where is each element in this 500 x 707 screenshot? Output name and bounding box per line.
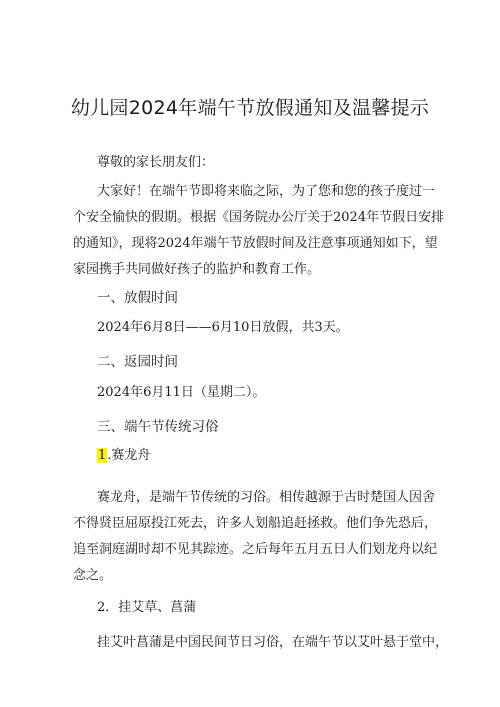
section-heading-customs: 三、端午节传统习俗	[97, 419, 219, 435]
paragraph-line: 赛龙舟，是端午节传统的习俗。相传越源于古时楚国人因舍	[97, 490, 436, 505]
intro-line: 大家好！在端午节即将来临之际，为了您和您的孩子度过一	[97, 184, 436, 199]
section-heading-holiday: 一、放假时间	[97, 290, 178, 306]
paragraph-line: 不得贤臣屈原投江死去，许多人划船追赶拯救。他们争先恐后，	[73, 516, 438, 531]
intro-line: 个安全愉快的假期。根据《国务院办公厅关于2024年节假日安排	[73, 210, 445, 225]
paragraph-line: 念之。	[73, 568, 113, 583]
intro-line: 的通知》，现将2024年端午节放假时间及注意事项通知如下，望	[73, 236, 438, 251]
paragraph-line: 挂艾叶菖蒲是中国民间节日习俗，在端午节以艾叶悬于堂中，	[97, 635, 449, 650]
custom-item-heading: 2．挂艾草、菖蒲	[97, 600, 197, 615]
intro-line: 家园携手共同做好孩子的监护和教育工作。	[73, 262, 321, 277]
item-number-highlight: 1	[98, 448, 107, 463]
holiday-dates: 2024年6月8日——6月10日放假，共3天。	[97, 320, 349, 335]
greeting: 尊敬的家长朋友们：	[97, 155, 215, 170]
custom-item-heading	[97, 444, 150, 463]
section-heading-return: 二、返园时间	[97, 354, 178, 370]
document-title: 幼儿园2024年端午节放假通知及温馨提示	[70, 97, 430, 119]
paragraph-line: 追至洞庭湖时却不见其踪迹。之后每年五月五日人们划龙舟以纪	[73, 542, 438, 557]
return-date: 2024年6月11日（星期二）。	[97, 385, 266, 400]
item-label: .赛龙舟	[107, 448, 151, 463]
